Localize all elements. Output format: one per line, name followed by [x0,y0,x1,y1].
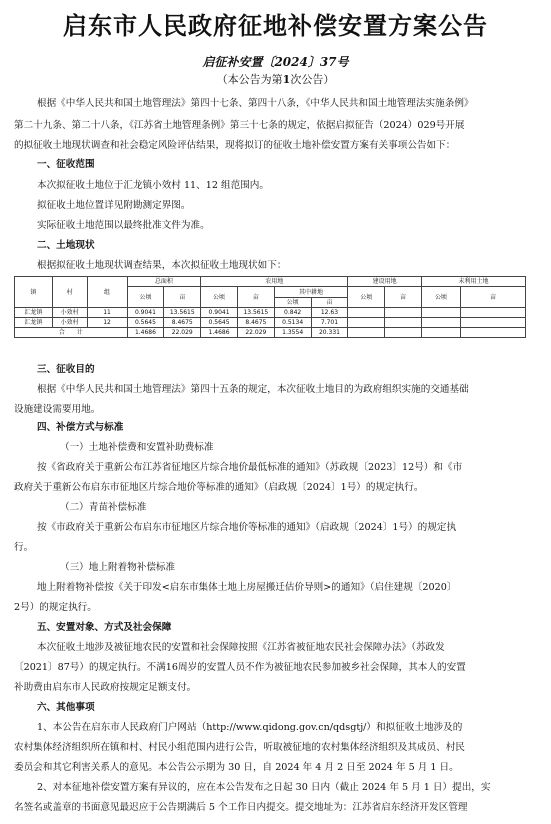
cell-village: 小效村 [52,318,87,328]
cell-arable-ha: 0.842 [274,308,311,318]
table-row [15,308,526,318]
intro-line: 第二十九条、第二十八条，《江苏省土地管理条例》第三十七条的规定，依据启拟征告（2024）029号开展 [14,120,465,131]
unit-ha: 公顷 [274,298,311,308]
table-total-row [15,328,526,338]
unit-mu: 亩 [460,287,525,308]
compensation-line: 按《省政府关于重新公布江苏省征地区片综合地价最低标准的通知》（苏政规〔2023〕12号）和《市 [37,462,463,473]
other-line: 名签名或盖章的书面意见最迟应于公告期满后 5 个工作日内提交。提交地址为：江苏省启东经济开发区管理 [14,802,468,813]
notice-prefix: （本公告为第 [216,73,283,86]
scope-line: 本次拟征收土地位于汇龙镇小效村 11、12 组范围内。 [37,180,269,191]
cell-group: 12 [87,318,127,328]
cell-construction-mu [385,318,422,328]
land-status-lead: 根据拟征收土地现状调查结果，本次拟征收土地现状如下： [37,260,287,271]
cell-arable-ha: 1.3554 [274,328,311,338]
section-heading-scope: 一、征收范围 [37,159,95,170]
subheading-attachments-compensation: （三）地上附着物补偿标准 [60,562,176,573]
notice-count: 1 [282,73,291,86]
cell-unused-ha [421,308,460,318]
cell-farm-mu: 22.029 [237,328,274,338]
cell-unused-mu [460,308,525,318]
other-line: 2、对本征地补偿安置方案有异议的，应在本公告发布之日起 30 日内（截止 2024 年 5 月 1 日）提出，实 [37,782,491,793]
subheading-crops-compensation: （二）青苗补偿标准 [60,502,147,513]
col-farmland: 农用地 [201,277,348,287]
cell-unused-ha [421,328,460,338]
cell-total-mu: 13.5615 [164,308,201,318]
cell-construction-mu [385,328,422,338]
col-total-area: 总面积 [127,277,201,287]
other-line: 委员会和其它利害关系人的意见。本公告公示期为 30 日，自 2024 年 4 月 2 日至 2024 年 5 月 1 日。 [14,762,459,773]
cell-unused-mu [460,328,525,338]
cell-farm-ha: 0.9041 [201,308,238,318]
unit-mu: 亩 [237,287,274,308]
cell-construction-ha [348,308,385,318]
cell-town: 汇龙镇 [15,318,53,328]
cell-arable-mu: 7.701 [311,318,348,328]
cell-construction-ha [348,318,385,328]
section-heading-land-status: 二、土地现状 [37,240,95,251]
section-heading-compensation: 四、补偿方式与标准 [37,422,124,433]
unit-mu: 亩 [385,287,422,308]
cell-unused-mu [460,318,525,328]
intro-line: 根据《中华人民共和国土地管理法》第四十七条、第四十八条，《中华人民共和国土地管理法实施条例》 [37,98,474,109]
cell-arable-ha: 0.5134 [274,318,311,328]
cell-construction-mu [385,308,422,318]
unit-mu: 亩 [164,287,201,308]
cell-farm-mu: 13.5615 [237,308,274,318]
cell-total-ha: 0.5645 [127,318,164,328]
land-status-table [14,276,526,338]
col-town: 镇 [15,277,53,308]
other-line: 农村集体经济组织所在镇和村、村民小组范围内进行公告，听取被征地的农村集体经济组织及其成员、村民 [14,742,465,753]
cell-total-ha: 1.4686 [127,328,164,338]
resettlement-line: 补助费由启东市人民政府按规定足额支付。 [14,682,197,693]
crops-line: 按《市政府关于重新公布启东市征地区片综合地价等标准的通知》（启政规〔2024〕1号）的规定执 [37,522,457,533]
document-title: 启东市人民政府征地补偿安置方案公告 [63,11,488,40]
col-arable-of-which: 其中耕地 [274,287,348,298]
col-group: 组 [87,277,127,308]
attachments-line: 2号）的规定执行。 [14,602,97,613]
cell-total-mu: 8.4675 [164,318,201,328]
col-construction-land: 建设用地 [348,277,422,287]
purpose-line: 设施建设需要用地。 [14,404,101,415]
cell-unused-ha [421,318,460,328]
section-heading-other: 六、其他事项 [37,702,95,713]
scope-line: 拟征收土地位置详见附勘测定界图。 [37,200,191,211]
cell-farm-ha: 1.4686 [201,328,238,338]
cell-arable-mu: 12.63 [311,308,348,318]
cell-village: 小效村 [52,308,87,318]
subheading-land-compensation: （一）土地补偿费和安置补助费标准 [60,442,214,453]
col-unused-land: 未利用土地 [421,277,525,287]
resettlement-line: 〔2021〕87号）的规定执行。不满16周岁的安置人员不作为被征地农民参加被乡社会保障，其本人的安置 [14,662,466,673]
section-heading-resettlement: 五、安置对象、方式及社会保障 [37,622,172,633]
unit-ha: 公顷 [348,287,385,308]
notice-suffix: 次公告） [290,73,335,86]
cell-arable-mu: 20.331 [311,328,348,338]
cell-town: 汇龙镇 [15,308,53,318]
unit-ha: 公顷 [201,287,238,308]
section-heading-purpose: 三、征收目的 [37,364,95,375]
table-row [15,318,526,328]
intro-line: 的拟征收土地现状调查和社会稳定风险评估结果，现将拟订的征收土地补偿安置方案有关事项公告如下： [14,140,456,151]
cell-total-label: 合 计 [15,328,128,338]
cell-group: 11 [87,308,127,318]
attachments-line: 地上附着物补偿按《关于印发<启东市集体土地上房屋搬迁估价导则>的通知》（启住建规〔2020〕 [37,582,457,593]
purpose-line: 根据《中华人民共和国土地管理法》第四十五条的规定，本次征收土地目的为政府组织实施的交通基础 [37,384,469,395]
scope-line: 实际征收土地范围以最终批准文件为准。 [37,220,210,231]
cell-farm-ha: 0.5645 [201,318,238,328]
cell-construction-ha [348,328,385,338]
notice-count-line [0,71,551,87]
col-village: 村 [52,277,87,308]
compensation-line: 政府关于重新公布启东市征地区片综合地价等标准的通知》（启政规〔2024〕1号）的规定执行。 [14,482,424,493]
cell-total-ha: 0.9041 [127,308,164,318]
cell-total-mu: 22.029 [164,328,201,338]
unit-ha: 公顷 [421,287,460,308]
crops-line: 行。 [14,542,34,553]
document-number: 启征补安置〔2024〕37号 [202,55,349,69]
resettlement-line: 本次征收土地涉及被征地农民的安置和社会保障按照《江苏省被征地农民社会保障办法》（苏政发 [37,642,445,653]
cell-farm-mu: 8.4675 [237,318,274,328]
unit-ha: 公顷 [127,287,164,308]
other-line: 1、本公告在启东市人民政府门户网站（http://www.qidong.gov.cn/qdsgtj/）和拟征收土地涉及的 [37,722,463,733]
unit-mu: 亩 [311,298,348,308]
